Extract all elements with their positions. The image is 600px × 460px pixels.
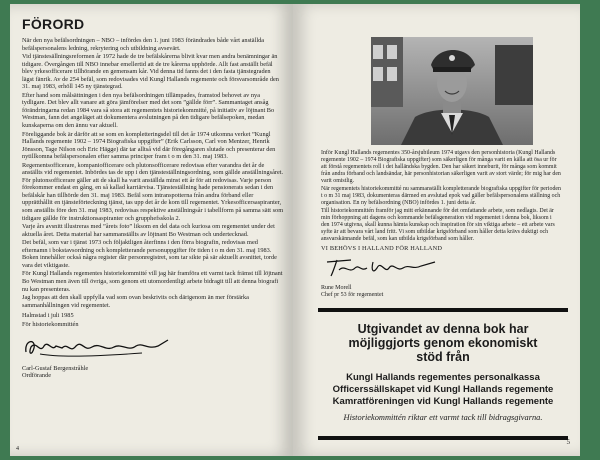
foreword-paragraph: Varje års avsnitt illustreras med ”årets foto” liksom en del data och kuriosa om regementet under det aktuella året. Detta material har sammanställts av löjtnant Bo Westman och undertecknad. bbox=[22, 223, 275, 238]
page-number: 5 bbox=[566, 438, 570, 446]
handwritten-signature bbox=[321, 254, 441, 280]
sponsor-box bbox=[318, 308, 568, 440]
sponsor-item: Officerssällskapet vid Kungl Hallands regemente bbox=[332, 384, 554, 395]
foreword-paragraph: När den nya befälsordningen – NBO – infördes den 1. juni 1983 förändrades både vårt anställda befälspersonalens ledning, rekrytering och utbildning avsevärt. bbox=[22, 37, 265, 52]
foreword-paragraph: För Kungl Hallands regementes historiekommitté vill jag här framföra ett varmt tack främst till löjtnant Bo Westman men även till övriga, som genom ett utomordentligt arbete bidragit till att denna biografi nu kan presenteras. bbox=[22, 270, 283, 293]
officer-portrait-photo bbox=[371, 37, 533, 145]
page-number: 4 bbox=[16, 446, 19, 452]
foreword-paragraph: Det befäl, som var i tjänst 1973 och följaktligen återfinns i den förra biografin, redovisas med efternamn i bokstavsordning och kompletterande personuppgifter för tiden t o m den 31. maj 1983. Boken innehåller också några register där personregistret, som tar sikte på sär aktuellt avsnittet, torde vara det viktigaste. bbox=[22, 239, 277, 269]
regiment-motto: VI BEHÖVS I HALLAND FÖR HALLAND bbox=[321, 245, 443, 252]
preface-paragraph: Inför Kungl Hallands regementes 350-årsjubileum 1974 utgavs den personhistoria (Kungl Hallands regemente 1902 – 1974 Biografiska uppgifter) som säkerligen för många varit en källa att ösa ur för att förstå regementets roll i det halländska bygden. Den har säkert inneburit, för många som kommit från andra förband och landsändar, här personhistorian säkerligen varit av stort värde; för mig har den varit omistlig. bbox=[321, 150, 561, 184]
sponsor-item: Kamratföreningen vid Kungl Hallands regemente bbox=[332, 396, 554, 407]
foreword-paragraph: Föreliggande bok är därför att se som en kompletteringsdel till det år 1974 utkomna verket ”Kungl Hallands regemente 1902 – 1974 Biografiska uppgifter” (Erik Carlsson, Carl von Mentzer, Henrik Jönsson, Tage Nilson och Eric Hägge) där tar alltså vid där föregångaren slutade och presenterar den nytillkomna befälspersonalen efter samma principer fram t o m den 31. maj 1983. bbox=[22, 130, 276, 161]
signature-block bbox=[22, 334, 284, 379]
place-date: Halmstad i juli 1985 bbox=[22, 312, 74, 320]
left-page bbox=[10, 4, 293, 456]
handwritten-signature bbox=[22, 334, 172, 360]
signer-name: Carl-Gustaf Bergenstråhle bbox=[22, 365, 89, 373]
foreword-paragraph: Regementsofficerare, kompaniofficerare och plutonsofficerare redovisas efter varandra det år de anställts vid regementet. Inbördes tas de upp i den tjänsteställningsordning, som gällde anställningsåret. För plutonsofficerare gäller att de skall ha varit anställda minst ett år för att redovisas. Varje person förekommer endast en gång, en så kallad karriärvisa. Tjänsteställning hade pensionerats sedan i den befälskår han tillhörde den 31. maj 1983. Befäl som intranspotterna från andra förband eller upprätthållit en tjänsteförteckning tjänst, tas upp det år de kom till regementet. Yrkesofficersaspiranter, som anställts före den 31. maj 1983, redovisas respektive anställningsår i tabellform på samma sätt som tidigare gällde för instruktionsaspiranter och grupphefsskola 2. bbox=[22, 161, 284, 222]
thanks-line: Historiekommittén riktar ett varmt tack till bidragsgivarna. bbox=[343, 413, 543, 422]
sponsor-list bbox=[318, 372, 568, 408]
preface-paragraph: När regementets historiekommitté nu sammanställt kompletterande biografiska uppgifter för perioden t o m 31 maj 1983, dokumenteras därmed en avslutad epok vad gäller befälspersonalens ställning och organisation. En ny befälsordning (NBO) infördes 1. juni detta år. bbox=[321, 186, 561, 206]
signer-name: Rune Morell bbox=[321, 285, 352, 291]
signer-title: Chef pr 53 för regementet bbox=[321, 291, 384, 298]
sponsor-title: Utgivandet av denna bok har möjliggjorts genom ekonomiskt stöd från bbox=[348, 322, 538, 364]
left-text-column bbox=[22, 16, 284, 379]
sponsor-item: Kungl Hallands regementes personalkassa bbox=[346, 372, 540, 383]
closing-line: För historiekommittén bbox=[22, 320, 79, 328]
preface-paragraph: Till historiekommittén framför jag mitt erkännande för det omfattande arbete, som nedlagts. Det är min förhoppning att dagens och kommande befälsgeneration vid regementet i denna bok, liksom i den 1974 utgivna, skall kunna hämta kunskap och inspiration för sin viktiga arbete – ett arbete vars syfte är att bevara vårt land fritt. Vi som utbildar krigsförband som håller detta krävs duktigt och ansvarskännande befäl, som kan utbilda krigsförband som håller. bbox=[321, 208, 555, 242]
signer-title: Ordförande bbox=[22, 372, 52, 380]
foreword-paragraph: Efter hand som målsättningen i den nya befälsordningen tillämpades, framstod behovet av nya tydligare. Det blev allt vanare att göra jämförelser med det som ”gällde förr”. Sammantaget ansåg förändringarna redan 1984 vara så stora att regementets historiekommitté, på initiativ av löjtnant Bo Westman, fann det angeläget att dokumentera avslutningen på den tidigare befälsepoken, medan kunskaperna om den ännu var aktuell. bbox=[22, 91, 275, 130]
right-text-column bbox=[321, 150, 561, 299]
right-page bbox=[293, 4, 580, 456]
foreword-paragraph: Jag hoppas att den skall uppfylla vad som ovan beskrivits och därigenom än mer förstärka sammanhållningen vid regementet. bbox=[22, 294, 249, 309]
page-heading: FÖRORD bbox=[22, 16, 85, 32]
foreword-paragraph: Vid tjänstesällningsreformen år 1972 hade de tre befälskårerna blivit kvar men andra benämningar än tidigare. Övergången till NBO innebar emellertid att de tre kårerna upphörde. Allt fast anställt befäl blev yrkesofficerare tillhörande en gemensam kår. Vid denna tid fanns det i den fasta tjänstegraden lägst fänrik. Av de 254 befäl, som redovisades vid Kungl Hallands regemente och försvarsområde den 31. maj 1983, erhöll 145 ny tjänstegrad. bbox=[22, 53, 279, 91]
